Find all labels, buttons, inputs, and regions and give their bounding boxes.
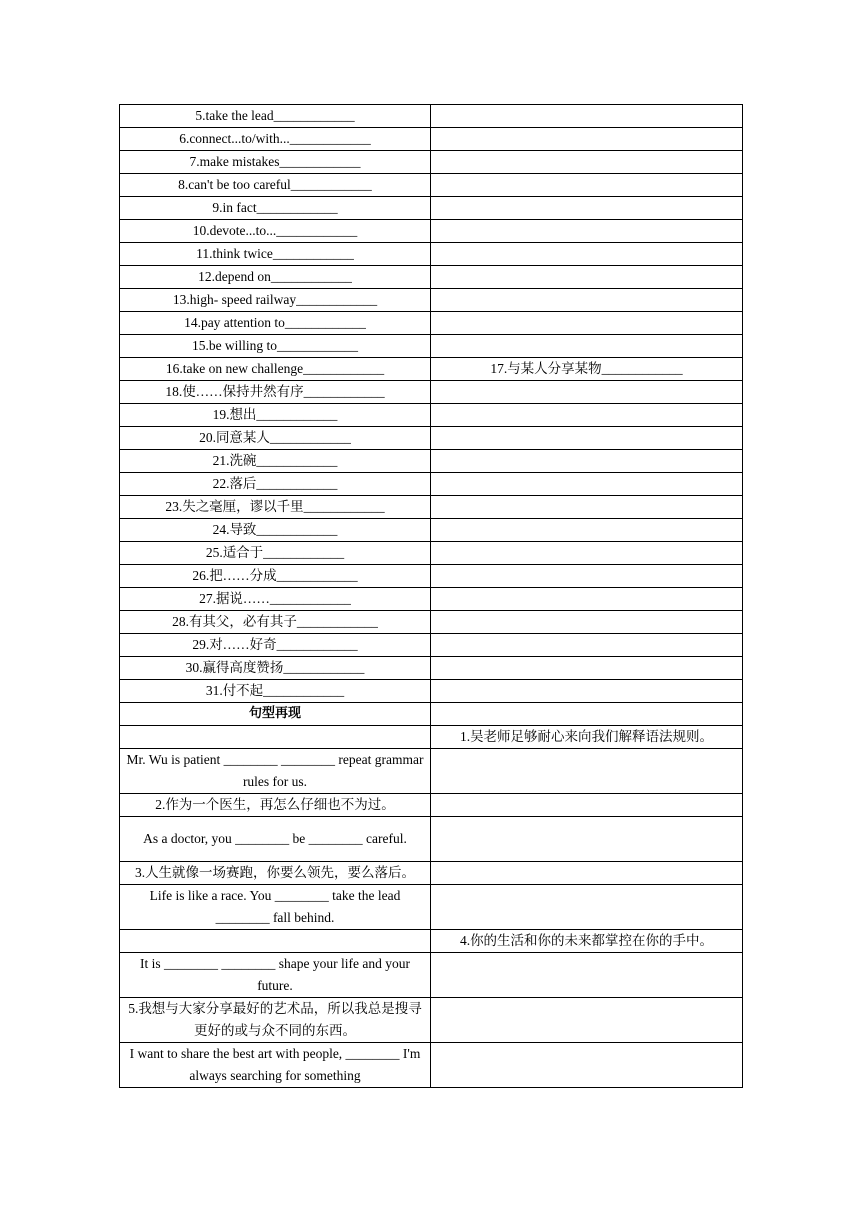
phrase-cell: 16.take on new challenge____________ <box>120 358 431 381</box>
table-row <box>120 312 743 335</box>
sentence-cell: Mr. Wu is patient ________ ________ repeat grammar rules for us. <box>120 749 431 794</box>
answer-cell <box>431 105 743 128</box>
answer-cell <box>431 266 743 289</box>
answer-cell <box>431 634 743 657</box>
answer-cell: 17.与某人分享某物____________ <box>431 358 743 381</box>
table-row <box>120 243 743 266</box>
table-row <box>120 519 743 542</box>
sentence-cell: Life is like a race. You ________ take the lead ________ fall behind. <box>120 885 431 930</box>
table-row <box>120 794 743 817</box>
sentence-cell <box>431 817 743 862</box>
table-row <box>120 381 743 404</box>
sentence-cell: I want to share the best art with people, ________ I'm always searching for something <box>120 1043 431 1088</box>
phrase-cell: 26.把……分成____________ <box>120 565 431 588</box>
section-header: 句型再现 <box>120 703 431 726</box>
section-header-row <box>120 703 743 726</box>
answer-cell <box>431 197 743 220</box>
table-row <box>120 885 743 930</box>
answer-cell <box>431 335 743 358</box>
phrase-cell: 19.想出____________ <box>120 404 431 427</box>
phrase-cell: 6.connect...to/with...____________ <box>120 128 431 151</box>
phrase-cell: 9.in fact____________ <box>120 197 431 220</box>
table-row <box>120 657 743 680</box>
answer-cell <box>431 381 743 404</box>
phrase-cell: 23.失之毫厘，谬以千里____________ <box>120 496 431 519</box>
phrase-cell: 20.同意某人____________ <box>120 427 431 450</box>
table-row <box>120 427 743 450</box>
sentence-cell <box>431 998 743 1043</box>
table-row <box>120 450 743 473</box>
sentence-cell: 1.吴老师足够耐心来向我们解释语法规则。 <box>431 726 743 749</box>
table-row <box>120 105 743 128</box>
sentence-cell <box>431 794 743 817</box>
answer-cell <box>431 450 743 473</box>
phrase-cell: 24.导致____________ <box>120 519 431 542</box>
answer-cell <box>431 657 743 680</box>
sentence-cell <box>120 930 431 953</box>
answer-cell <box>431 496 743 519</box>
answer-cell <box>431 519 743 542</box>
sentence-cell: 4.你的生活和你的未来都掌控在你的手中。 <box>431 930 743 953</box>
answer-cell <box>431 588 743 611</box>
table-row <box>120 680 743 703</box>
worksheet-table <box>119 104 743 1088</box>
table-row <box>120 1043 743 1088</box>
sentence-cell: It is ________ ________ shape your life and your future. <box>120 953 431 998</box>
phrase-cell: 8.can't be too careful____________ <box>120 174 431 197</box>
phrase-cell: 25.适合于____________ <box>120 542 431 565</box>
table-row <box>120 174 743 197</box>
sentence-cell: 5.我想与大家分享最好的艺术品，所以我总是搜寻更好的或与众不同的东西。 <box>120 998 431 1043</box>
answer-cell <box>431 703 743 726</box>
phrase-cell: 18.使……保持井然有序____________ <box>120 381 431 404</box>
phrase-cell: 13.high- speed railway____________ <box>120 289 431 312</box>
answer-cell <box>431 611 743 634</box>
phrase-cell: 7.make mistakes____________ <box>120 151 431 174</box>
answer-cell <box>431 128 743 151</box>
phrase-cell: 27.据说……____________ <box>120 588 431 611</box>
sentence-cell: 3.人生就像一场赛跑，你要么领先，要么落后。 <box>120 862 431 885</box>
phrase-cell: 5.take the lead____________ <box>120 105 431 128</box>
table-row <box>120 930 743 953</box>
table-row <box>120 473 743 496</box>
answer-cell <box>431 680 743 703</box>
table-row <box>120 496 743 519</box>
table-row <box>120 749 743 794</box>
table-row <box>120 404 743 427</box>
phrase-cell: 31.付不起____________ <box>120 680 431 703</box>
sentence-cell: 2.作为一个医生，再怎么仔细也不为过。 <box>120 794 431 817</box>
answer-cell <box>431 174 743 197</box>
phrase-cell: 11.think twice____________ <box>120 243 431 266</box>
table-row <box>120 289 743 312</box>
table-row <box>120 611 743 634</box>
table-row <box>120 726 743 749</box>
answer-cell <box>431 289 743 312</box>
answer-cell <box>431 565 743 588</box>
phrase-cell: 22.落后____________ <box>120 473 431 496</box>
table-row <box>120 151 743 174</box>
sentence-cell <box>431 862 743 885</box>
table-row <box>120 358 743 381</box>
table-row <box>120 128 743 151</box>
answer-cell <box>431 243 743 266</box>
table-row <box>120 542 743 565</box>
table-row <box>120 588 743 611</box>
table-row <box>120 197 743 220</box>
sentence-cell <box>431 953 743 998</box>
answer-cell <box>431 404 743 427</box>
table-row <box>120 998 743 1043</box>
phrase-cell: 15.be willing to____________ <box>120 335 431 358</box>
phrase-cell: 28.有其父，必有其子____________ <box>120 611 431 634</box>
phrase-cell: 21.洗碗____________ <box>120 450 431 473</box>
phrase-cell: 14.pay attention to____________ <box>120 312 431 335</box>
answer-cell <box>431 312 743 335</box>
table-row <box>120 266 743 289</box>
answer-cell <box>431 473 743 496</box>
table-row <box>120 634 743 657</box>
sentence-cell <box>120 726 431 749</box>
answer-cell <box>431 151 743 174</box>
answer-cell <box>431 220 743 243</box>
table-row <box>120 335 743 358</box>
table-row <box>120 565 743 588</box>
phrase-cell: 29.对……好奇____________ <box>120 634 431 657</box>
table-row <box>120 953 743 998</box>
table-row <box>120 220 743 243</box>
table-row <box>120 817 743 862</box>
phrase-cell: 12.depend on____________ <box>120 266 431 289</box>
sentence-cell <box>431 1043 743 1088</box>
phrase-cell: 30.赢得高度赞扬____________ <box>120 657 431 680</box>
answer-cell <box>431 427 743 450</box>
table-row <box>120 862 743 885</box>
sentence-cell <box>431 749 743 794</box>
phrase-cell: 10.devote...to...____________ <box>120 220 431 243</box>
sentence-cell <box>431 885 743 930</box>
sentence-cell: As a doctor, you ________ be ________ careful. <box>120 817 431 862</box>
answer-cell <box>431 542 743 565</box>
